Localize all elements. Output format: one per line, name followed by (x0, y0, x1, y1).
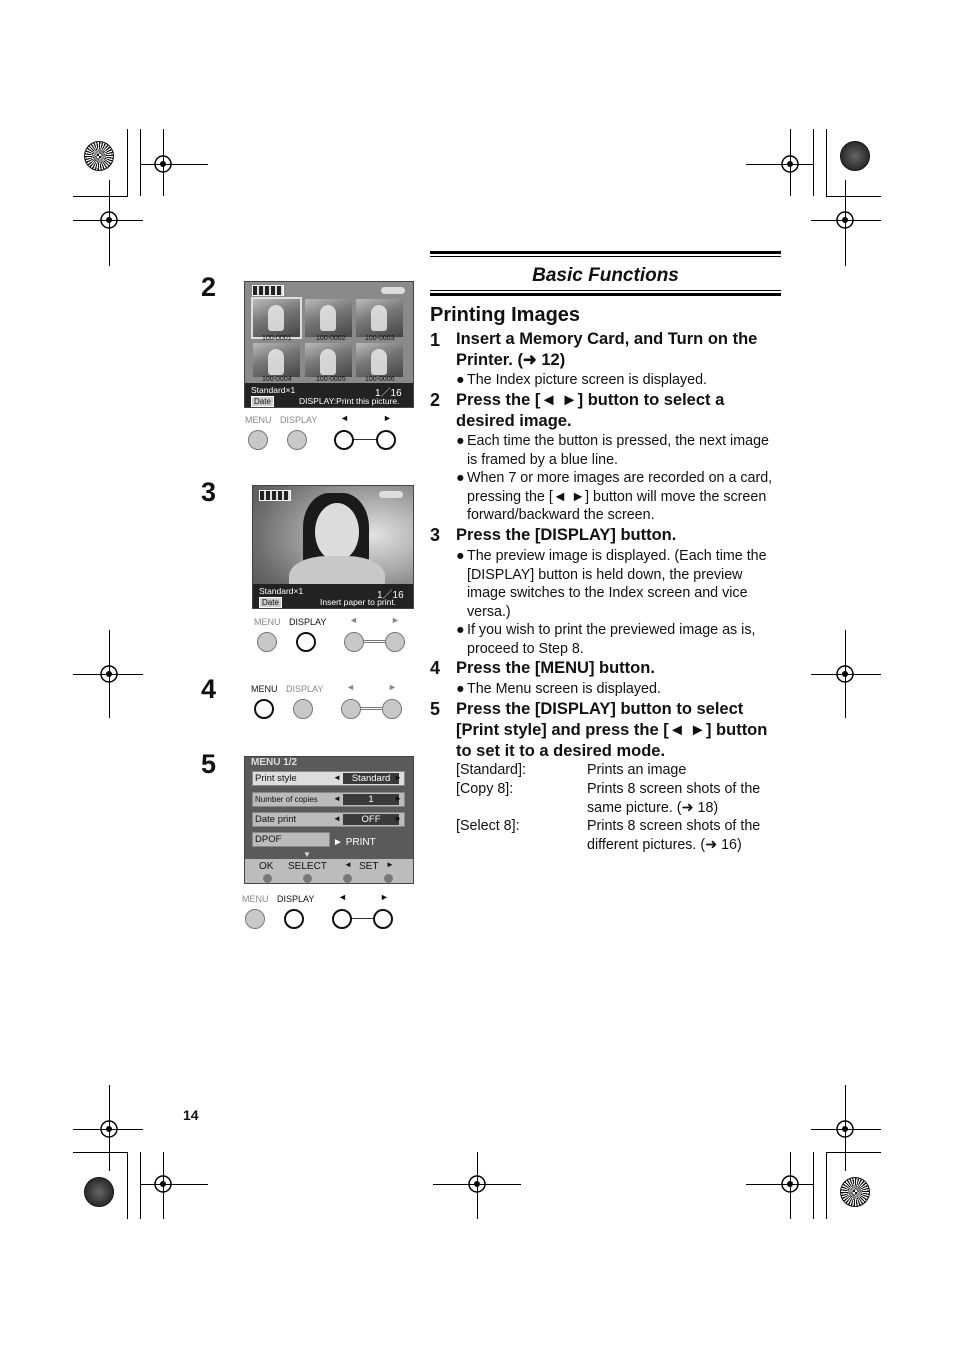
thumbnail[interactable] (253, 343, 300, 377)
thumbnail-label: 100-0003 (365, 335, 395, 342)
right-arrow-icon: ► (386, 860, 394, 869)
left-button[interactable] (332, 909, 352, 929)
registration-crosshair-icon (151, 152, 175, 176)
thumbnail[interactable] (356, 299, 403, 337)
display-label: DISPLAY (289, 617, 327, 627)
menu-label: MENU (242, 894, 269, 904)
step-number: 1 (430, 330, 441, 350)
right-button[interactable] (376, 430, 396, 450)
date-indicator: Date (259, 597, 282, 608)
bullet-item: ● If you wish to print the previewed image as is, proceed to Step 8. (456, 622, 756, 657)
right-arrow-icon: ► (394, 814, 402, 823)
step-heading: Insert a Memory Card, and Turn on the Printer. (➜ 12) (456, 330, 758, 369)
display-button[interactable] (293, 699, 313, 719)
menu-header: MENU 1/2 (251, 757, 298, 768)
right-button[interactable] (385, 632, 405, 652)
menu-row-date-print[interactable]: Date print ◄ OFF ► (252, 812, 405, 827)
left-arrow-label: ◄ (340, 413, 349, 423)
date-print-value: OFF (343, 814, 399, 825)
menu-label: MENU (251, 684, 278, 694)
step-number: 5 (430, 699, 441, 719)
right-button[interactable] (373, 909, 393, 929)
figure-number: 5 (201, 749, 217, 779)
page-title: Printing Images (430, 304, 581, 326)
menu-row-copies[interactable]: Number of copies ◄ 1 ► (252, 792, 405, 807)
mode-description: Prints 8 screen shots of the same picture. (➜ 18) (587, 781, 761, 816)
right-arrow-label: ► (388, 682, 397, 692)
left-arrow-icon: ◄ (333, 773, 341, 782)
step-number: 4 (430, 658, 441, 678)
registration-crosshair-icon (97, 662, 121, 686)
left-arrow-label: ◄ (346, 682, 355, 692)
menu-button[interactable] (254, 699, 274, 719)
thumbnail-label: 100-0002 (316, 335, 346, 342)
mode-description: Prints 8 screen shots of the different pictures. (➜ 16) (587, 818, 761, 853)
figure-number: 3 (201, 477, 217, 507)
menu-footer (245, 859, 413, 883)
indicator-icon (379, 491, 403, 498)
color-target-icon (840, 1177, 870, 1207)
indicator-icon (381, 287, 405, 294)
bullet-item: ● When 7 or more images are recorded on a card, pressing the [◄ ►] button will move the screen forward/backward the screen. (456, 470, 773, 524)
thumbnail[interactable] (305, 299, 352, 337)
registration-crosshair-icon (465, 1172, 489, 1196)
menu-label: MENU (245, 415, 272, 425)
right-arrow-label: ► (380, 892, 389, 902)
print-style-status: Standard×1 (251, 385, 296, 395)
bullet-item: ● Each time the button is pressed, the next image is framed by a blue line. (456, 433, 769, 468)
status-bar (245, 383, 413, 408)
figure-number: 2 (201, 272, 217, 302)
display-button[interactable] (287, 430, 307, 450)
step-heading: Press the [DISPLAY] button. (456, 526, 677, 544)
status-message: Insert paper to print. (320, 597, 397, 607)
bullet-item: ● The preview image is displayed. (Each time the [DISPLAY] button is held down, the preview image switches to the Index screen and vice versa.) (456, 548, 767, 620)
print-style-value: Standard (343, 773, 399, 784)
right-arrow-icon: ► (333, 837, 343, 848)
thumbnail[interactable] (253, 299, 300, 337)
thumbnail-label: 100-0001 (262, 335, 292, 342)
dot-icon (384, 874, 393, 883)
menu-button[interactable] (257, 632, 277, 652)
status-bar (253, 584, 413, 609)
right-arrow-icon: ► (394, 773, 402, 782)
left-arrow-icon: ◄ (333, 814, 341, 823)
figure-number: 4 (201, 674, 217, 704)
battery-icon (252, 285, 284, 296)
preview-screen (252, 485, 414, 609)
registration-crosshair-icon (778, 152, 802, 176)
dot-icon (263, 874, 272, 883)
display-label: DISPLAY (286, 684, 324, 694)
print-style-status: Standard×1 (259, 586, 304, 596)
menu-row-print-style[interactable]: Print style ◄ Standard ► (252, 771, 405, 786)
color-target-icon (84, 141, 114, 171)
color-target-icon (84, 1177, 114, 1207)
display-label: DISPLAY (280, 415, 318, 425)
status-message: DISPLAY:Print this picture. (299, 396, 400, 406)
section-title: Basic Functions (532, 265, 679, 286)
step-heading: Press the [◄ ►] button to select a desired image. (456, 391, 725, 430)
color-target-icon (840, 141, 870, 171)
thumbnail-label: 100-0006 (365, 376, 395, 383)
menu-label: MENU (254, 617, 281, 627)
mode-key: [Standard]: (456, 762, 526, 778)
registration-crosshair-icon (778, 1172, 802, 1196)
index-screen (244, 281, 414, 408)
display-button[interactable] (284, 909, 304, 929)
registration-crosshair-icon (833, 662, 857, 686)
left-button[interactable] (341, 699, 361, 719)
mode-key: [Select 8]: (456, 818, 520, 834)
left-arrow-label: ◄ (338, 892, 347, 902)
display-label: DISPLAY (277, 894, 315, 904)
thumbnail-label: 100-0005 (316, 376, 346, 383)
footer-ok-label: OK (259, 861, 274, 872)
bullet-item: ● The Menu screen is displayed. (456, 681, 661, 697)
thumbnail[interactable] (305, 343, 352, 377)
menu-button[interactable] (245, 909, 265, 929)
right-arrow-label: ► (383, 413, 392, 423)
dot-icon (343, 874, 352, 883)
left-arrow-icon: ◄ (344, 860, 352, 869)
registration-crosshair-icon (97, 208, 121, 232)
image-counter: 1／16 (375, 388, 402, 399)
menu-button[interactable] (248, 430, 268, 450)
step-heading: Press the [DISPLAY] button to select [Print style] and press the [◄ ►] button to set it to a desired mode. (456, 700, 768, 760)
registration-crosshair-icon (833, 208, 857, 232)
thumbnail[interactable] (356, 343, 403, 377)
display-button[interactable] (296, 632, 316, 652)
left-arrow-label: ◄ (349, 615, 358, 625)
left-button[interactable] (344, 632, 364, 652)
dpof-value: ► PRINT (333, 837, 376, 848)
date-indicator: Date (251, 396, 274, 407)
registration-crosshair-icon (97, 1117, 121, 1141)
menu-row-dpof[interactable]: DPOF (252, 832, 330, 847)
mode-description: Prints an image (587, 762, 687, 778)
copies-value: 1 (343, 794, 399, 805)
battery-icon (259, 490, 291, 501)
registration-crosshair-icon (833, 1117, 857, 1141)
step-heading: Press the [MENU] button. (456, 659, 655, 677)
right-button[interactable] (382, 699, 402, 719)
menu-screen (244, 756, 414, 884)
scroll-down-icon: ▼ (303, 850, 311, 859)
page-number: 14 (183, 1107, 199, 1123)
footer-select-label: SELECT (288, 861, 327, 872)
bullet-item: ● The Index picture screen is displayed. (456, 372, 707, 388)
right-arrow-label: ► (391, 615, 400, 625)
thumbnail-label: 100-0004 (262, 376, 292, 383)
step-number: 3 (430, 525, 441, 545)
step-number: 2 (430, 390, 441, 410)
image-counter: 1／16 (377, 590, 404, 601)
left-button[interactable] (334, 430, 354, 450)
left-arrow-icon: ◄ (333, 794, 341, 803)
mode-key: [Copy 8]: (456, 781, 514, 797)
registration-crosshair-icon (151, 1172, 175, 1196)
right-arrow-icon: ► (394, 794, 402, 803)
dot-icon (303, 874, 312, 883)
footer-set-label: SET (359, 861, 379, 872)
